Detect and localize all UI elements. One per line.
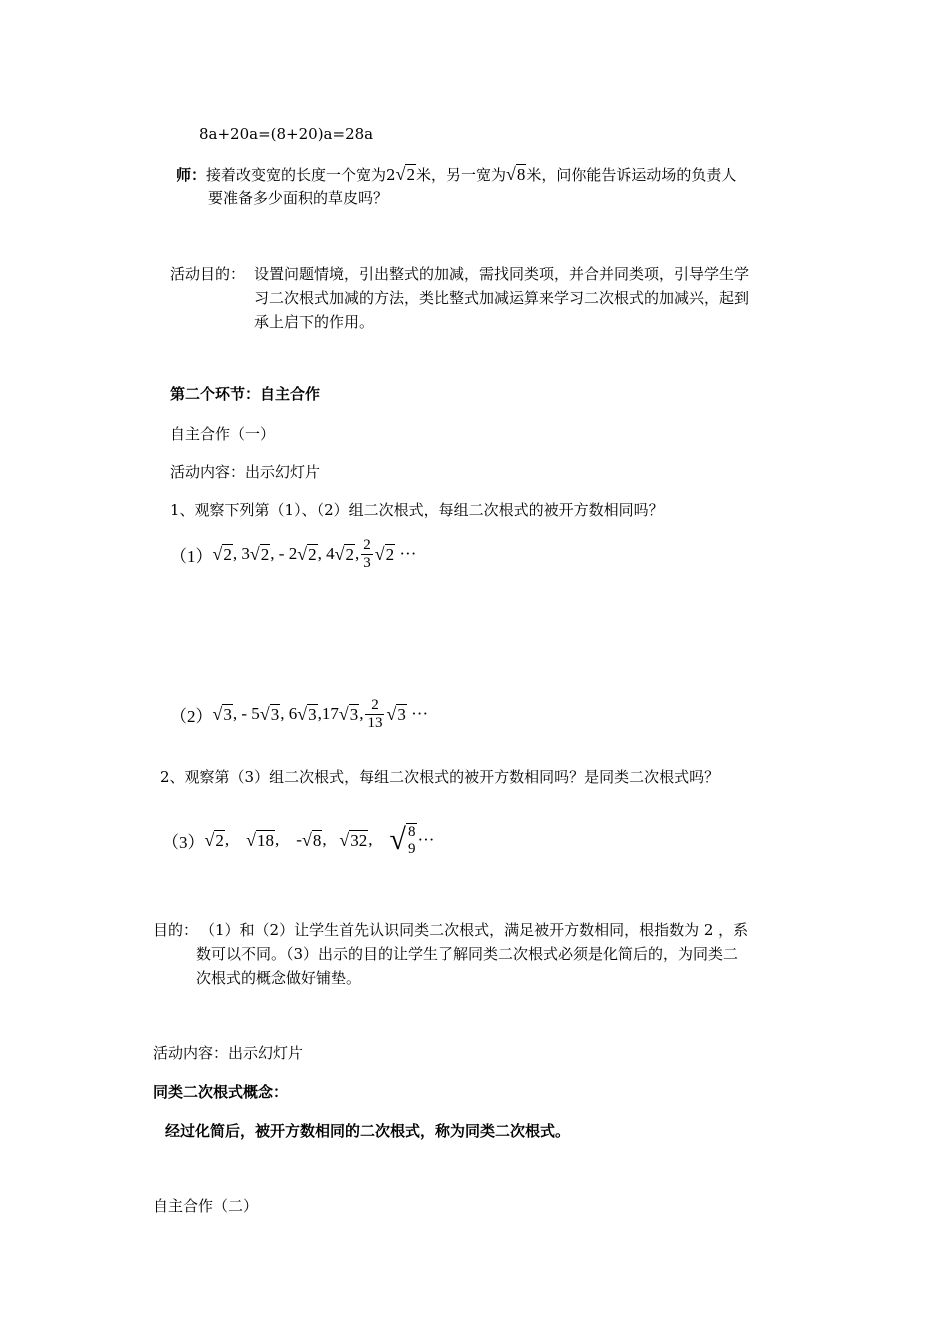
teacher-text-c: 米，问你能告诉运动场的负责人 bbox=[526, 166, 737, 184]
question-2: 2、观察第（3）组二次根式，每组二次根式的被开方数相同吗？是同类二次根式吗？ bbox=[160, 768, 720, 786]
concept-definition: 经过化简后，被开方数相同的二次根式，称为同类二次根式。 bbox=[165, 1122, 571, 1140]
set1-label: （1） bbox=[170, 546, 213, 566]
concept-title: 同类二次根式概念： bbox=[153, 1083, 289, 1101]
radical-set-2: （2） √3 , - 5 √3 , 6 √3 ,17 √3 , $\frac{2}{13}$ √3 ··· bbox=[170, 696, 429, 731]
goal1-label: 活动目的： bbox=[170, 265, 246, 283]
goal1-line3: 承上启下的作用。 bbox=[254, 313, 375, 331]
set2-label: （2） bbox=[170, 706, 213, 726]
teacher-paragraph-line2: 要准备多少面积的草皮吗？ bbox=[208, 189, 389, 207]
radical-set-3: （3） √2 , √18 , - √8 , √32 , √ 8 9 ··· bbox=[162, 823, 435, 857]
coop-heading-1: 自主合作（一） bbox=[170, 425, 276, 443]
set3-label: （3） bbox=[162, 832, 205, 852]
coop-heading-2: 自主合作（二） bbox=[153, 1197, 259, 1215]
goal2-line1: （1）和（2）让学生首先认识同类二次根式，满足被开方数相同，根指数为 2 ，系 bbox=[200, 921, 749, 939]
sqrt-8: √8 bbox=[505, 164, 526, 184]
goal2-label: 目的： bbox=[153, 921, 199, 939]
activity-content-1: 活动内容：出示幻灯片 bbox=[170, 463, 321, 481]
radical-set-1: （1） √2 , 3 √2 , - 2 √2 , 4 √2 , $\frac{2}{3}$ √2 ··· bbox=[170, 536, 417, 571]
fraction-2-3: $\frac{2}{3}$ bbox=[363, 536, 371, 571]
activity-content-2: 活动内容：出示幻灯片 bbox=[153, 1044, 304, 1062]
teacher-text-a: 接着改变宽的长度一个宽为2 bbox=[206, 166, 396, 184]
section-heading: 第二个环节：自主合作 bbox=[170, 385, 321, 403]
sqrt-2: √2 bbox=[395, 164, 415, 184]
teacher-label: 师： bbox=[176, 166, 207, 184]
equation-line: 8a+20a=(8+20)a=28a bbox=[199, 125, 374, 143]
goal1-line2: 习二次根式加减的方法，类比整式加减运算来学习二次根式的加减兴，起到 bbox=[254, 289, 750, 307]
fraction-8-9: 8 9 bbox=[407, 823, 416, 857]
goal2-line2: 数可以不同。（3）出示的目的让学生了解同类二次根式必须是化简后的，为同类二 bbox=[196, 945, 739, 963]
teacher-text-b: 米，另一宽为 bbox=[415, 166, 506, 184]
teacher-paragraph-line1 bbox=[176, 162, 736, 187]
fraction-2-13: $\frac{2}{13}$ bbox=[367, 696, 383, 731]
goal2-line3: 次根式的概念做好铺垫。 bbox=[196, 969, 362, 987]
question-1: 1、观察下列第（1）、（2）组二次根式，每组二次根式的被开方数相同吗？ bbox=[170, 501, 664, 519]
goal1-line1: 设置问题情境，引出整式的加减，需找同类项，并合并同类项，引导学生学 bbox=[254, 265, 750, 283]
